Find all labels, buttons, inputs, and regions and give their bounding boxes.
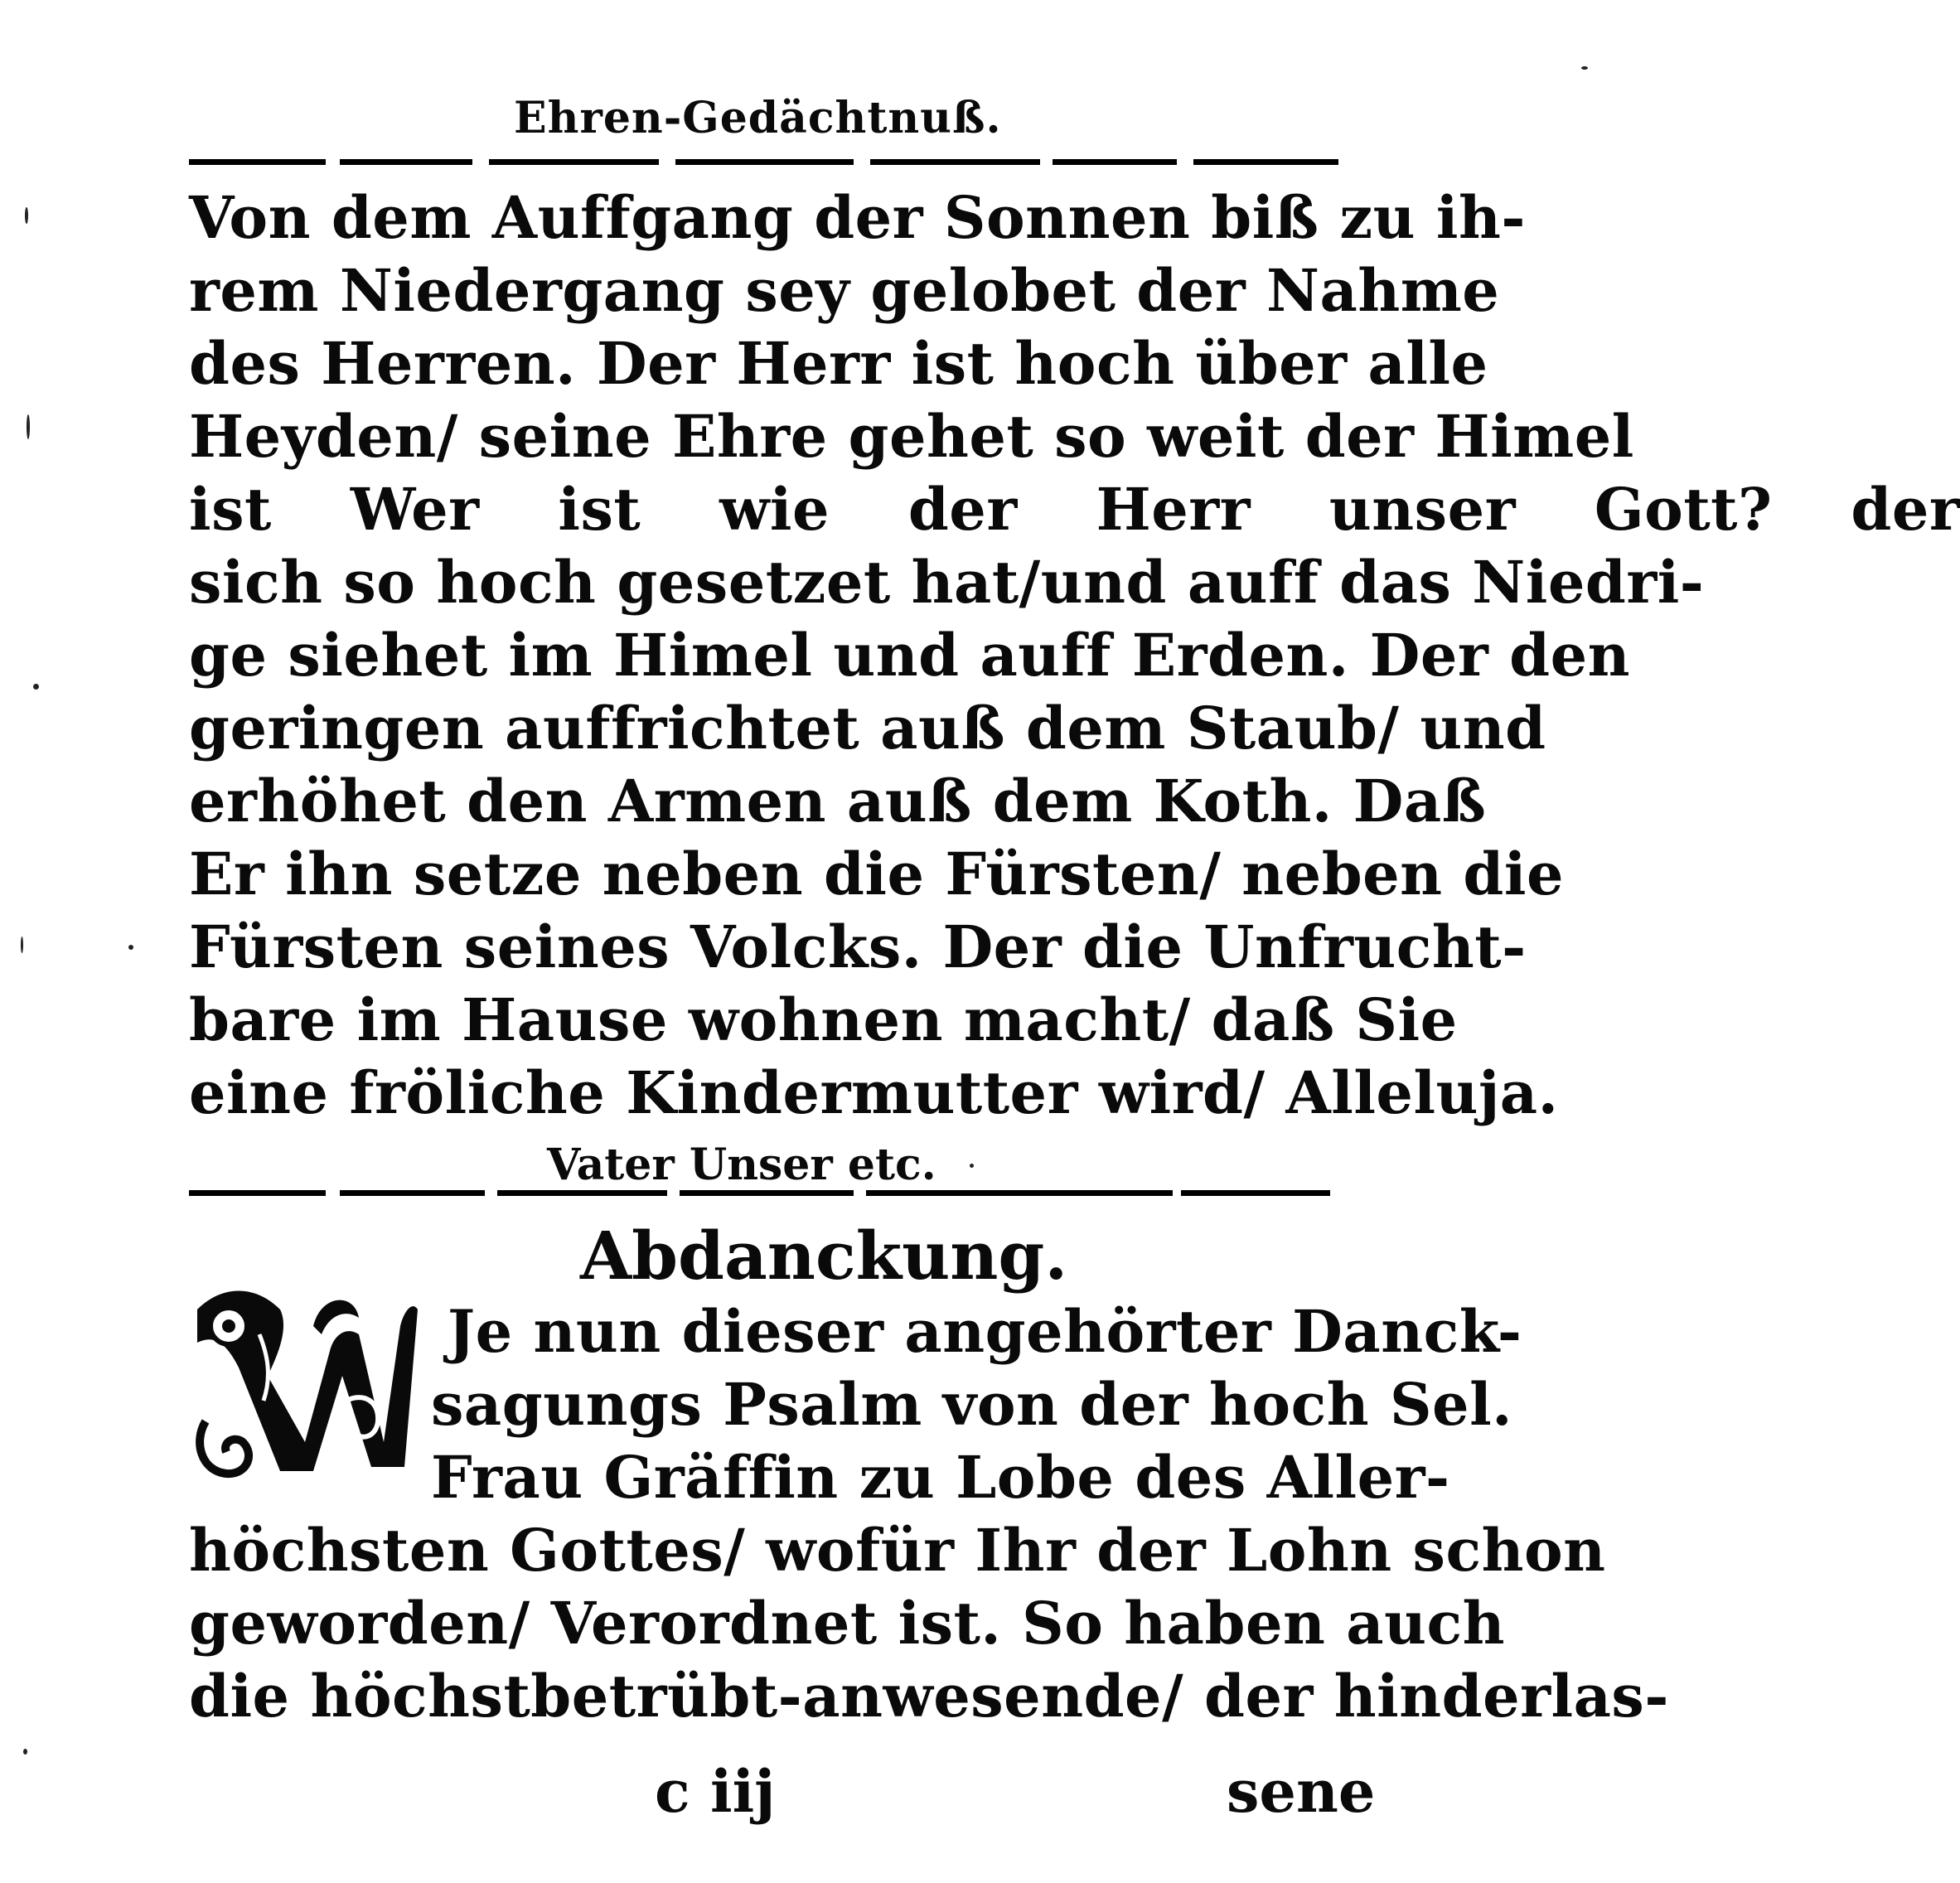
header-rule-5 <box>870 159 1040 165</box>
section-rule-3 <box>497 1190 667 1196</box>
section-line: höchsten Gottes/ wofür Ihr der Lohn schon <box>189 1516 1606 1585</box>
psalm-line: Fürsten seines Volcks. Der die Unfrucht- <box>189 912 1527 981</box>
signature-mark: c iij <box>655 1757 776 1826</box>
section-line: Frau Gräffin zu Lobe des Aller- <box>431 1443 1450 1512</box>
section-line: geworden/ Verordnet ist. So haben auch <box>189 1589 1506 1658</box>
scan-speck <box>27 414 30 439</box>
scan-speck <box>25 207 28 224</box>
psalm-line: sich so hoch gesetzet hat/und auff das Niedri- <box>189 548 1705 617</box>
psalm-line: eine fröliche Kindermutter wird/ Alleluja. <box>189 1058 1559 1127</box>
scan-speck <box>128 945 133 950</box>
psalm-line: erhöhet den Armen auß dem Koth. Daß <box>189 767 1487 835</box>
psalm-line: Er ihn setze neben die Fürsten/ neben die <box>189 840 1565 908</box>
section-rule-6 <box>1181 1190 1330 1196</box>
section-rule-5 <box>866 1190 1173 1196</box>
scan-speck <box>21 937 23 953</box>
scan-speck <box>1581 66 1588 70</box>
psalm-line: ge siehet im Himel und auff Erden. Der den <box>189 621 1631 690</box>
section-rule-2 <box>340 1190 485 1196</box>
ornamental-initial-icon <box>189 1276 418 1484</box>
decorated-initial <box>189 1276 418 1484</box>
scan-speck <box>970 1164 974 1168</box>
running-head: Ehren-Gedächtnuß. <box>514 93 1002 143</box>
header-rule-2 <box>340 159 472 165</box>
section-line: die höchstbetrübt-anwesende/ der hinderlas- <box>189 1662 1669 1731</box>
psalm-line: des Herren. Der Herr ist hoch über alle <box>189 329 1488 398</box>
psalm-line: ist Wer ist wie der Herr unser Gott? der <box>189 475 1960 544</box>
prayer-line: Vater Unser etc. <box>547 1140 936 1190</box>
section-line: sagungs Psalm von der hoch Sel. <box>431 1370 1513 1439</box>
psalm-line: Von dem Auffgang der Sonnen biß zu ih- <box>189 183 1526 252</box>
header-rule-4 <box>675 159 854 165</box>
psalm-line: rem Niedergang sey gelobet der Nahme <box>189 256 1500 325</box>
section-rule-4 <box>680 1190 854 1196</box>
section-line: Je nun dieser angehörter Danck- <box>448 1297 1522 1366</box>
section-rule-1 <box>189 1190 326 1196</box>
scan-speck <box>23 1749 27 1755</box>
psalm-line: geringen auffrichtet auß dem Staub/ und <box>189 694 1546 762</box>
header-rule-3 <box>489 159 659 165</box>
scan-speck <box>33 684 39 690</box>
section-title: Abdanckung. <box>580 1217 1068 1295</box>
header-rule-7 <box>1193 159 1338 165</box>
header-rule-6 <box>1053 159 1177 165</box>
header-rule-1 <box>189 159 326 165</box>
psalm-line: bare im Hause wohnen macht/ daß Sie <box>189 985 1458 1054</box>
psalm-line: Heyden/ seine Ehre gehet so weit der Himel <box>189 402 1634 471</box>
catchword: sene <box>1227 1757 1376 1826</box>
